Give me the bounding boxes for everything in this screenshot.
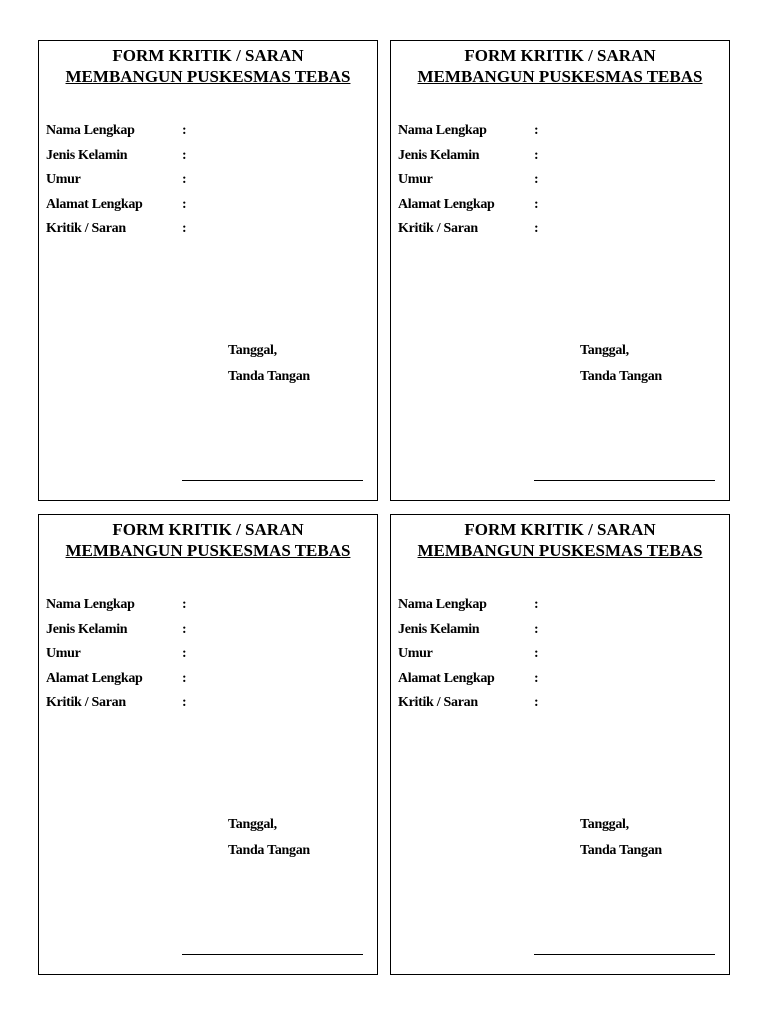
form-title: FORM KRITIK / SARAN (464, 520, 656, 539)
field-umur[interactable] (398, 170, 718, 195)
field-kritik-saran[interactable] (398, 219, 718, 244)
field-label: Nama Lengkap (398, 597, 487, 612)
form-fields (46, 595, 366, 718)
form-title: FORM KRITIK / SARAN (112, 46, 304, 65)
field-label: Kritik / Saran (398, 221, 478, 236)
field-label: Umur (46, 172, 81, 187)
field-colon: : (534, 123, 539, 138)
field-colon: : (534, 597, 539, 612)
date-label: Tanggal, (580, 817, 629, 832)
form-subtitle: MEMBANGUN PUSKESMAS TEBAS (417, 67, 703, 86)
field-umur[interactable] (46, 170, 366, 195)
form-card (390, 514, 730, 975)
form-title: FORM KRITIK / SARAN (112, 520, 304, 539)
field-alamat-lengkap[interactable] (398, 195, 718, 220)
field-alamat-lengkap[interactable] (46, 195, 366, 220)
field-umur[interactable] (398, 644, 718, 669)
signature-label: Tanda Tangan (228, 843, 310, 858)
field-colon: : (182, 621, 187, 637)
field-label: Kritik / Saran (398, 695, 478, 710)
field-label: Alamat Lengkap (398, 670, 495, 686)
signature-line[interactable] (534, 954, 715, 955)
field-colon: : (182, 196, 187, 212)
field-label: Nama Lengkap (398, 123, 487, 138)
form-card (390, 40, 730, 501)
date-label: Tanggal, (228, 817, 277, 832)
field-jenis-kelamin[interactable] (46, 146, 366, 171)
field-colon: : (182, 123, 187, 138)
form-card (38, 40, 378, 501)
field-colon: : (534, 147, 539, 163)
form-fields (398, 121, 718, 244)
form-subtitle: MEMBANGUN PUSKESMAS TEBAS (65, 541, 351, 560)
field-colon: : (182, 695, 187, 710)
field-label: Jenis Kelamin (398, 147, 480, 163)
field-label: Umur (46, 646, 81, 661)
form-card (38, 514, 378, 975)
field-label: Kritik / Saran (46, 221, 126, 236)
field-colon: : (534, 646, 539, 661)
field-jenis-kelamin[interactable] (398, 146, 718, 171)
field-label: Jenis Kelamin (46, 621, 128, 637)
field-alamat-lengkap[interactable] (398, 669, 718, 694)
field-label: Jenis Kelamin (398, 621, 480, 637)
field-jenis-kelamin[interactable] (46, 620, 366, 645)
field-colon: : (182, 646, 187, 661)
signature-label: Tanda Tangan (580, 843, 662, 858)
signature-line[interactable] (182, 954, 363, 955)
field-colon: : (534, 221, 539, 236)
field-kritik-saran[interactable] (46, 219, 366, 244)
signature-line[interactable] (182, 480, 363, 481)
field-label: Umur (398, 172, 433, 187)
form-fields (398, 595, 718, 718)
field-label: Nama Lengkap (46, 597, 135, 612)
date-label: Tanggal, (228, 343, 277, 358)
field-colon: : (534, 196, 539, 212)
date-label: Tanggal, (580, 343, 629, 358)
form-fields (46, 121, 366, 244)
form-subtitle: MEMBANGUN PUSKESMAS TEBAS (417, 541, 703, 560)
field-colon: : (534, 621, 539, 637)
field-label: Alamat Lengkap (398, 196, 495, 212)
field-colon: : (182, 172, 187, 187)
field-label: Alamat Lengkap (46, 670, 143, 686)
signature-label: Tanda Tangan (228, 369, 310, 384)
field-colon: : (182, 221, 187, 236)
field-label: Kritik / Saran (46, 695, 126, 710)
signature-line[interactable] (534, 480, 715, 481)
signature-label: Tanda Tangan (580, 369, 662, 384)
field-jenis-kelamin[interactable] (398, 620, 718, 645)
field-colon: : (182, 597, 187, 612)
field-label: Umur (398, 646, 433, 661)
field-alamat-lengkap[interactable] (46, 669, 366, 694)
field-umur[interactable] (46, 644, 366, 669)
field-nama-lengkap[interactable] (46, 595, 366, 620)
field-label: Jenis Kelamin (46, 147, 128, 163)
field-kritik-saran[interactable] (46, 693, 366, 718)
field-label: Alamat Lengkap (46, 196, 143, 212)
form-subtitle: MEMBANGUN PUSKESMAS TEBAS (65, 67, 351, 86)
form-title: FORM KRITIK / SARAN (464, 46, 656, 65)
field-label: Nama Lengkap (46, 123, 135, 138)
field-nama-lengkap[interactable] (398, 595, 718, 620)
field-colon: : (534, 695, 539, 710)
field-colon: : (534, 670, 539, 686)
field-colon: : (534, 172, 539, 187)
field-nama-lengkap[interactable] (398, 121, 718, 146)
field-kritik-saran[interactable] (398, 693, 718, 718)
field-colon: : (182, 670, 187, 686)
field-nama-lengkap[interactable] (46, 121, 366, 146)
field-colon: : (182, 147, 187, 163)
